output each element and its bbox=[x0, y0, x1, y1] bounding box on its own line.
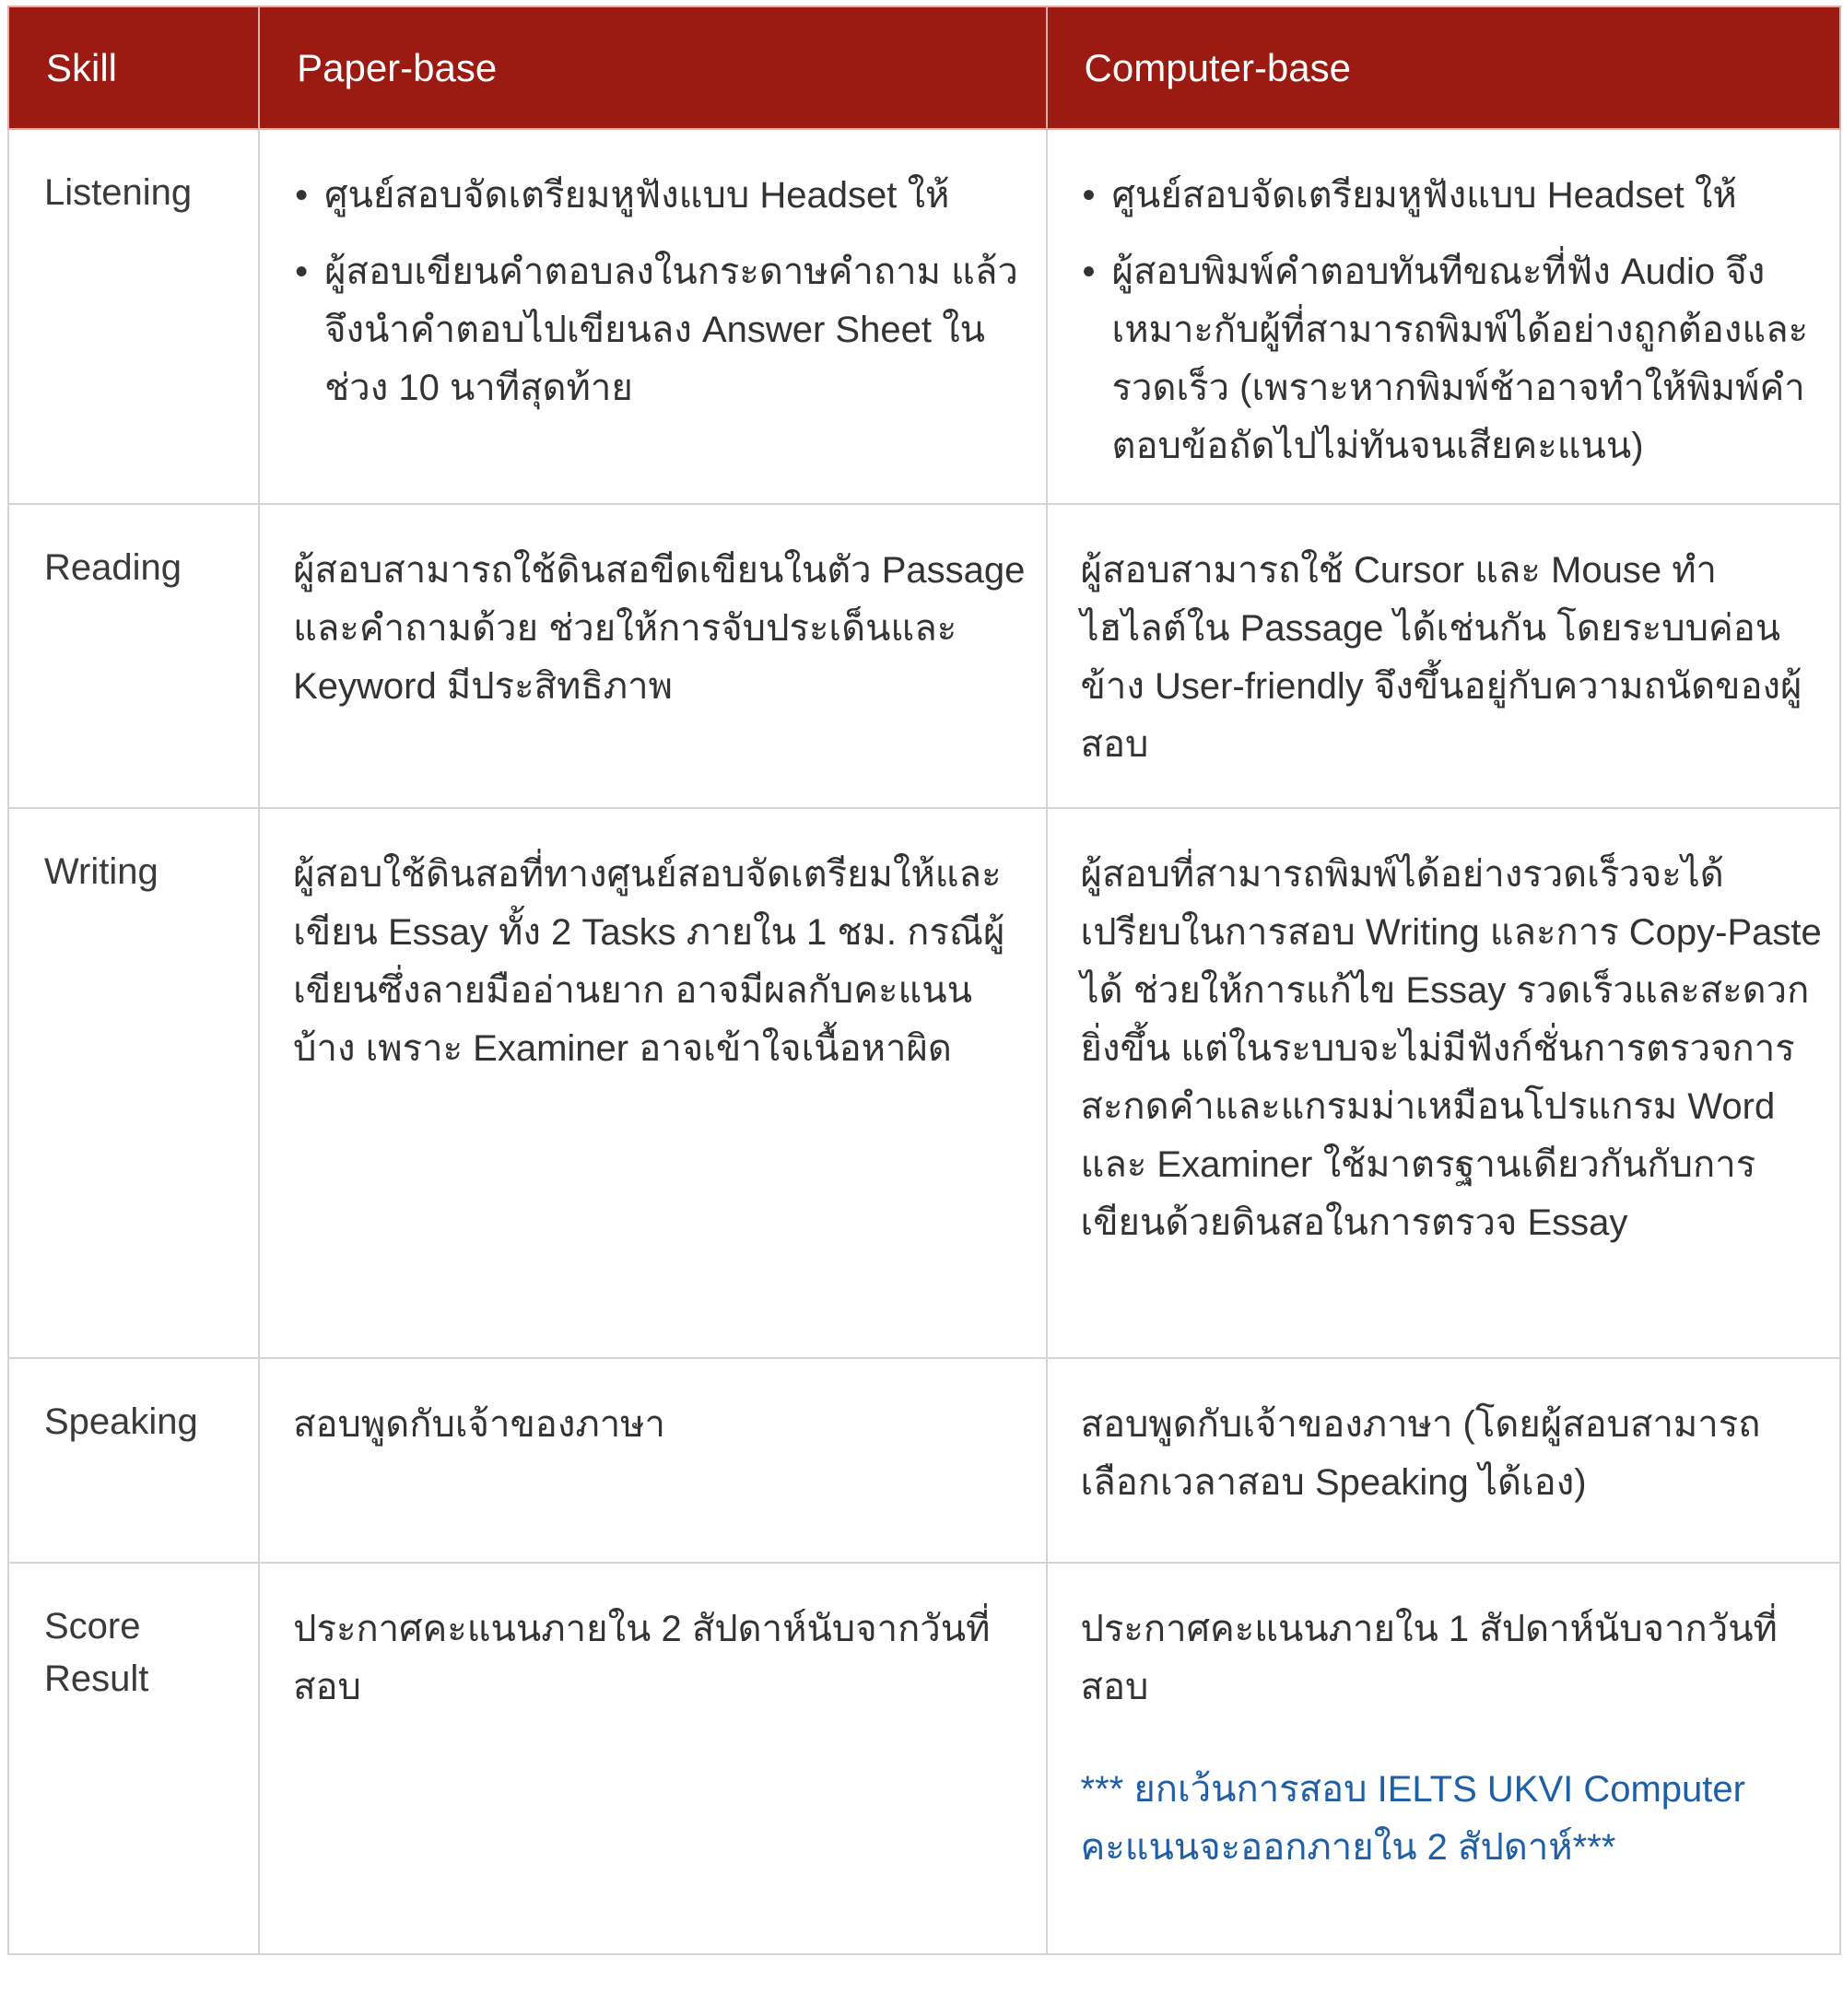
skill-label: Speaking bbox=[44, 1401, 198, 1442]
table-body bbox=[8, 129, 1840, 1954]
table-row bbox=[8, 1358, 1840, 1563]
skill-label: Listening bbox=[44, 172, 193, 213]
paper-cell: สอบพูดกับเจ้าของภาษา bbox=[259, 1358, 1046, 1563]
table-row bbox=[8, 504, 1840, 808]
list-item bbox=[293, 243, 1028, 417]
skill-cell bbox=[8, 808, 259, 1358]
table-row bbox=[8, 808, 1840, 1358]
bullet-icon: • bbox=[1082, 252, 1096, 292]
bullet-icon: • bbox=[295, 175, 309, 216]
computer-cell: สอบพูดกับเจ้าของภาษา (โดยผู้สอบสามารถเลือกเวลาสอบ Speaking ได้เอง) bbox=[1047, 1358, 1840, 1563]
skill-cell bbox=[8, 1563, 259, 1954]
ukvi-note: *** ยกเว้นการสอบ IELTS UKVI Computer คะแนนจะออกภายใน 2 สัปดาห์*** bbox=[1080, 1769, 1745, 1868]
list-item-text: ผู้สอบพิมพ์คำตอบทันทีขณะที่ฟัง Audio จึงเหมาะกับผู้ที่สามารถพิมพ์ได้อย่างถูกต้องและรวดเร็ว (เพราะหากพิมพ์ช้าอาจทำให้พิมพ์คำตอบข้อถัดไปไม่ทันจนเสียคะแนน) bbox=[1111, 252, 1809, 466]
paper-cell: ประกาศคะแนนภายใน 2 สัปดาห์นับจากวันที่สอบ bbox=[259, 1563, 1046, 1954]
paper-cell: ผู้สอบใช้ดินสอที่ทางศูนย์สอบจัดเตรียมให้และเขียน Essay ทั้ง 2 Tasks ภายใน 1 ชม. กรณีผู้เขียนซึ่งลายมืออ่านยาก อาจมีผลกับคะแนนบ้าง เพราะ Examiner อาจเข้าใจเนื้อหาผิด bbox=[259, 808, 1046, 1358]
skill-cell bbox=[8, 129, 259, 504]
skill-cell bbox=[8, 1358, 259, 1563]
computer-cell: ผู้สอบสามารถใช้ Cursor และ Mouse ทำไฮไลต์ใน Passage ได้เช่นกัน โดยระบบค่อนข้าง User-friendly จึงขึ้นอยู่กับความถนัดของผู้สอบ bbox=[1047, 504, 1840, 808]
computer-score-text: ประกาศคะแนนภายใน 1 สัปดาห์นับจากวันที่สอบ bbox=[1080, 1609, 1778, 1707]
bullet-icon: • bbox=[295, 252, 309, 292]
header-row bbox=[8, 6, 1840, 129]
paper-cell: ผู้สอบสามารถใช้ดินสอขีดเขียนในตัว Passage และคำถามด้วย ช่วยให้การจับประเด็นและ Keyword มีประสิทธิภาพ bbox=[259, 504, 1046, 808]
skill-label: Score Result bbox=[44, 1606, 149, 1699]
table-row bbox=[8, 129, 1840, 504]
header-skill: Skill bbox=[8, 6, 259, 129]
header-computer-base: Computer-base bbox=[1047, 6, 1840, 129]
list-item-text: ผู้สอบเขียนคำตอบลงในกระดาษคำถาม แล้วจึงนำคำตอบไปเขียนลง Answer Sheet ในช่วง 10 นาทีสุดท้าย bbox=[324, 252, 1018, 408]
bullet-icon: • bbox=[1082, 175, 1096, 216]
paper-cell bbox=[259, 129, 1046, 504]
computer-cell bbox=[1047, 1563, 1840, 1954]
list-item-text: ศูนย์สอบจัดเตรียมหูฟังแบบ Headset ให้ bbox=[1111, 175, 1737, 216]
header-paper-base: Paper-base bbox=[259, 6, 1046, 129]
list-item bbox=[1081, 167, 1823, 225]
skill-label: Writing bbox=[44, 851, 158, 892]
table-row bbox=[8, 1563, 1840, 1954]
table-header bbox=[8, 6, 1840, 129]
skill-label: Reading bbox=[44, 547, 182, 588]
comparison-table bbox=[7, 6, 1841, 1955]
list-item-text: ศูนย์สอบจัดเตรียมหูฟังแบบ Headset ให้ bbox=[324, 175, 950, 216]
computer-cell bbox=[1047, 129, 1840, 504]
list-item bbox=[293, 167, 1028, 225]
bullet-list bbox=[1081, 167, 1823, 475]
computer-cell: ผู้สอบที่สามารถพิมพ์ได้อย่างรวดเร็วจะได้เปรียบในการสอบ Writing และการ Copy-Paste ได้ ช่วยให้การแก้ไข Essay รวดเร็วและสะดวกยิ่งขึ้น แต่ในระบบจะไม่มีฟังก์ชั่นการตรวจการสะกดคำและแกรมม่าเหมือนโปรแกรม Word และ Examiner ใช้มาตรฐานเดียวกันกับการเขียนด้วยดินสอในการตรวจ Essay bbox=[1047, 808, 1840, 1358]
bullet-list bbox=[293, 167, 1028, 417]
skill-cell bbox=[8, 504, 259, 808]
list-item bbox=[1081, 243, 1823, 475]
